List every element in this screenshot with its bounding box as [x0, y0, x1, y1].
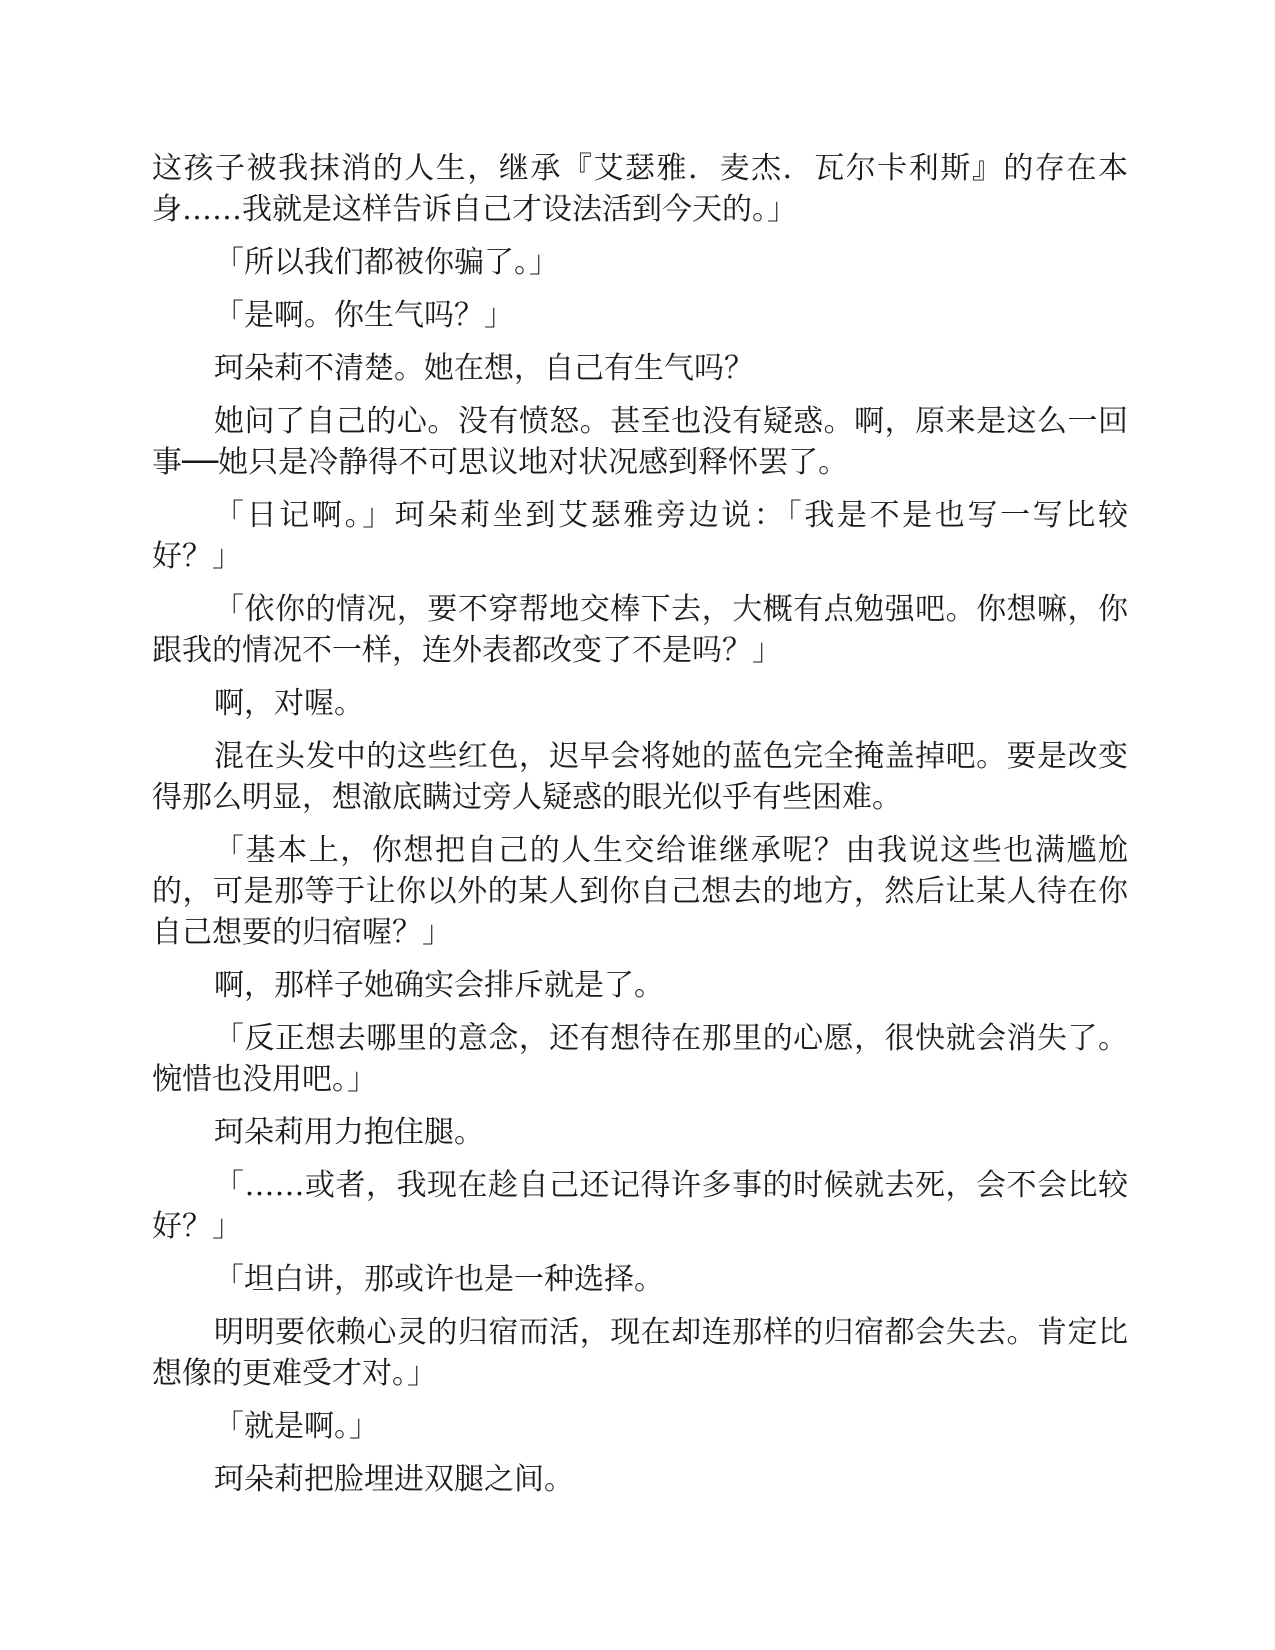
paragraph: 「基本上，你想把自己的人生交给谁继承呢？由我说这些也满尴尬的，可是那等于让你以外的某人到你自己想去的地方，然后让某人待在你自己想要的归宿喔？」 [152, 833, 1128, 950]
paragraph: 啊，那样子她确实会排斥就是了。 [214, 968, 664, 1003]
paragraph: 「坦白讲，那或许也是一种选择。 [214, 1262, 664, 1297]
paragraph: 这孩子被我抹消的人生，继承『艾瑟雅．麦杰．瓦尔卡利斯』的存在本身……我就是这样告诉自己才设法活到今天的。」 [152, 151, 1128, 227]
paragraph: 「就是啊。」 [214, 1409, 379, 1444]
paragraph: 「依你的情况，要不穿帮地交棒下去，大概有点勉强吧。你想嘛，你跟我的情况不一样，连外表都改变了不是吗？」 [152, 592, 1128, 668]
paragraph: 「……或者，我现在趁自己还记得许多事的时候就去死，会不会比较好？」 [152, 1168, 1128, 1244]
paragraph: 「所以我们都被你骗了。」 [214, 245, 559, 280]
paragraph: 「日记啊。」珂朵莉坐到艾瑟雅旁边说：「我是不是也写一写比较好？」 [152, 498, 1128, 574]
paragraph: 珂朵莉把脸埋进双腿之间。 [214, 1462, 574, 1497]
paragraph: 混在头发中的这些红色，迟早会将她的蓝色完全掩盖掉吧。要是改变得那么明显，想澈底瞒过旁人疑惑的眼光似乎有些困难。 [152, 739, 1128, 815]
body-text [152, 148, 1128, 1512]
paragraph: 明明要依赖心灵的归宿而活，现在却连那样的归宿都会失去。肯定比想像的更难受才对。」 [152, 1315, 1128, 1391]
paragraph: 她问了自己的心。没有愤怒。甚至也没有疑惑。啊，原来是这么一回事──她只是冷静得不可思议地对状况感到释怀罢了。 [152, 404, 1128, 480]
paragraph: 珂朵莉用力抱住腿。 [214, 1115, 484, 1150]
paragraph: 珂朵莉不清楚。她在想，自己有生气吗？ [214, 351, 754, 386]
paragraph: 「反正想去哪里的意念，还有想待在那里的心愿，很快就会消失了。惋惜也没用吧。」 [152, 1021, 1128, 1097]
paragraph: 「是啊。你生气吗？」 [214, 298, 514, 333]
paragraph: 啊，对喔。 [214, 686, 364, 721]
